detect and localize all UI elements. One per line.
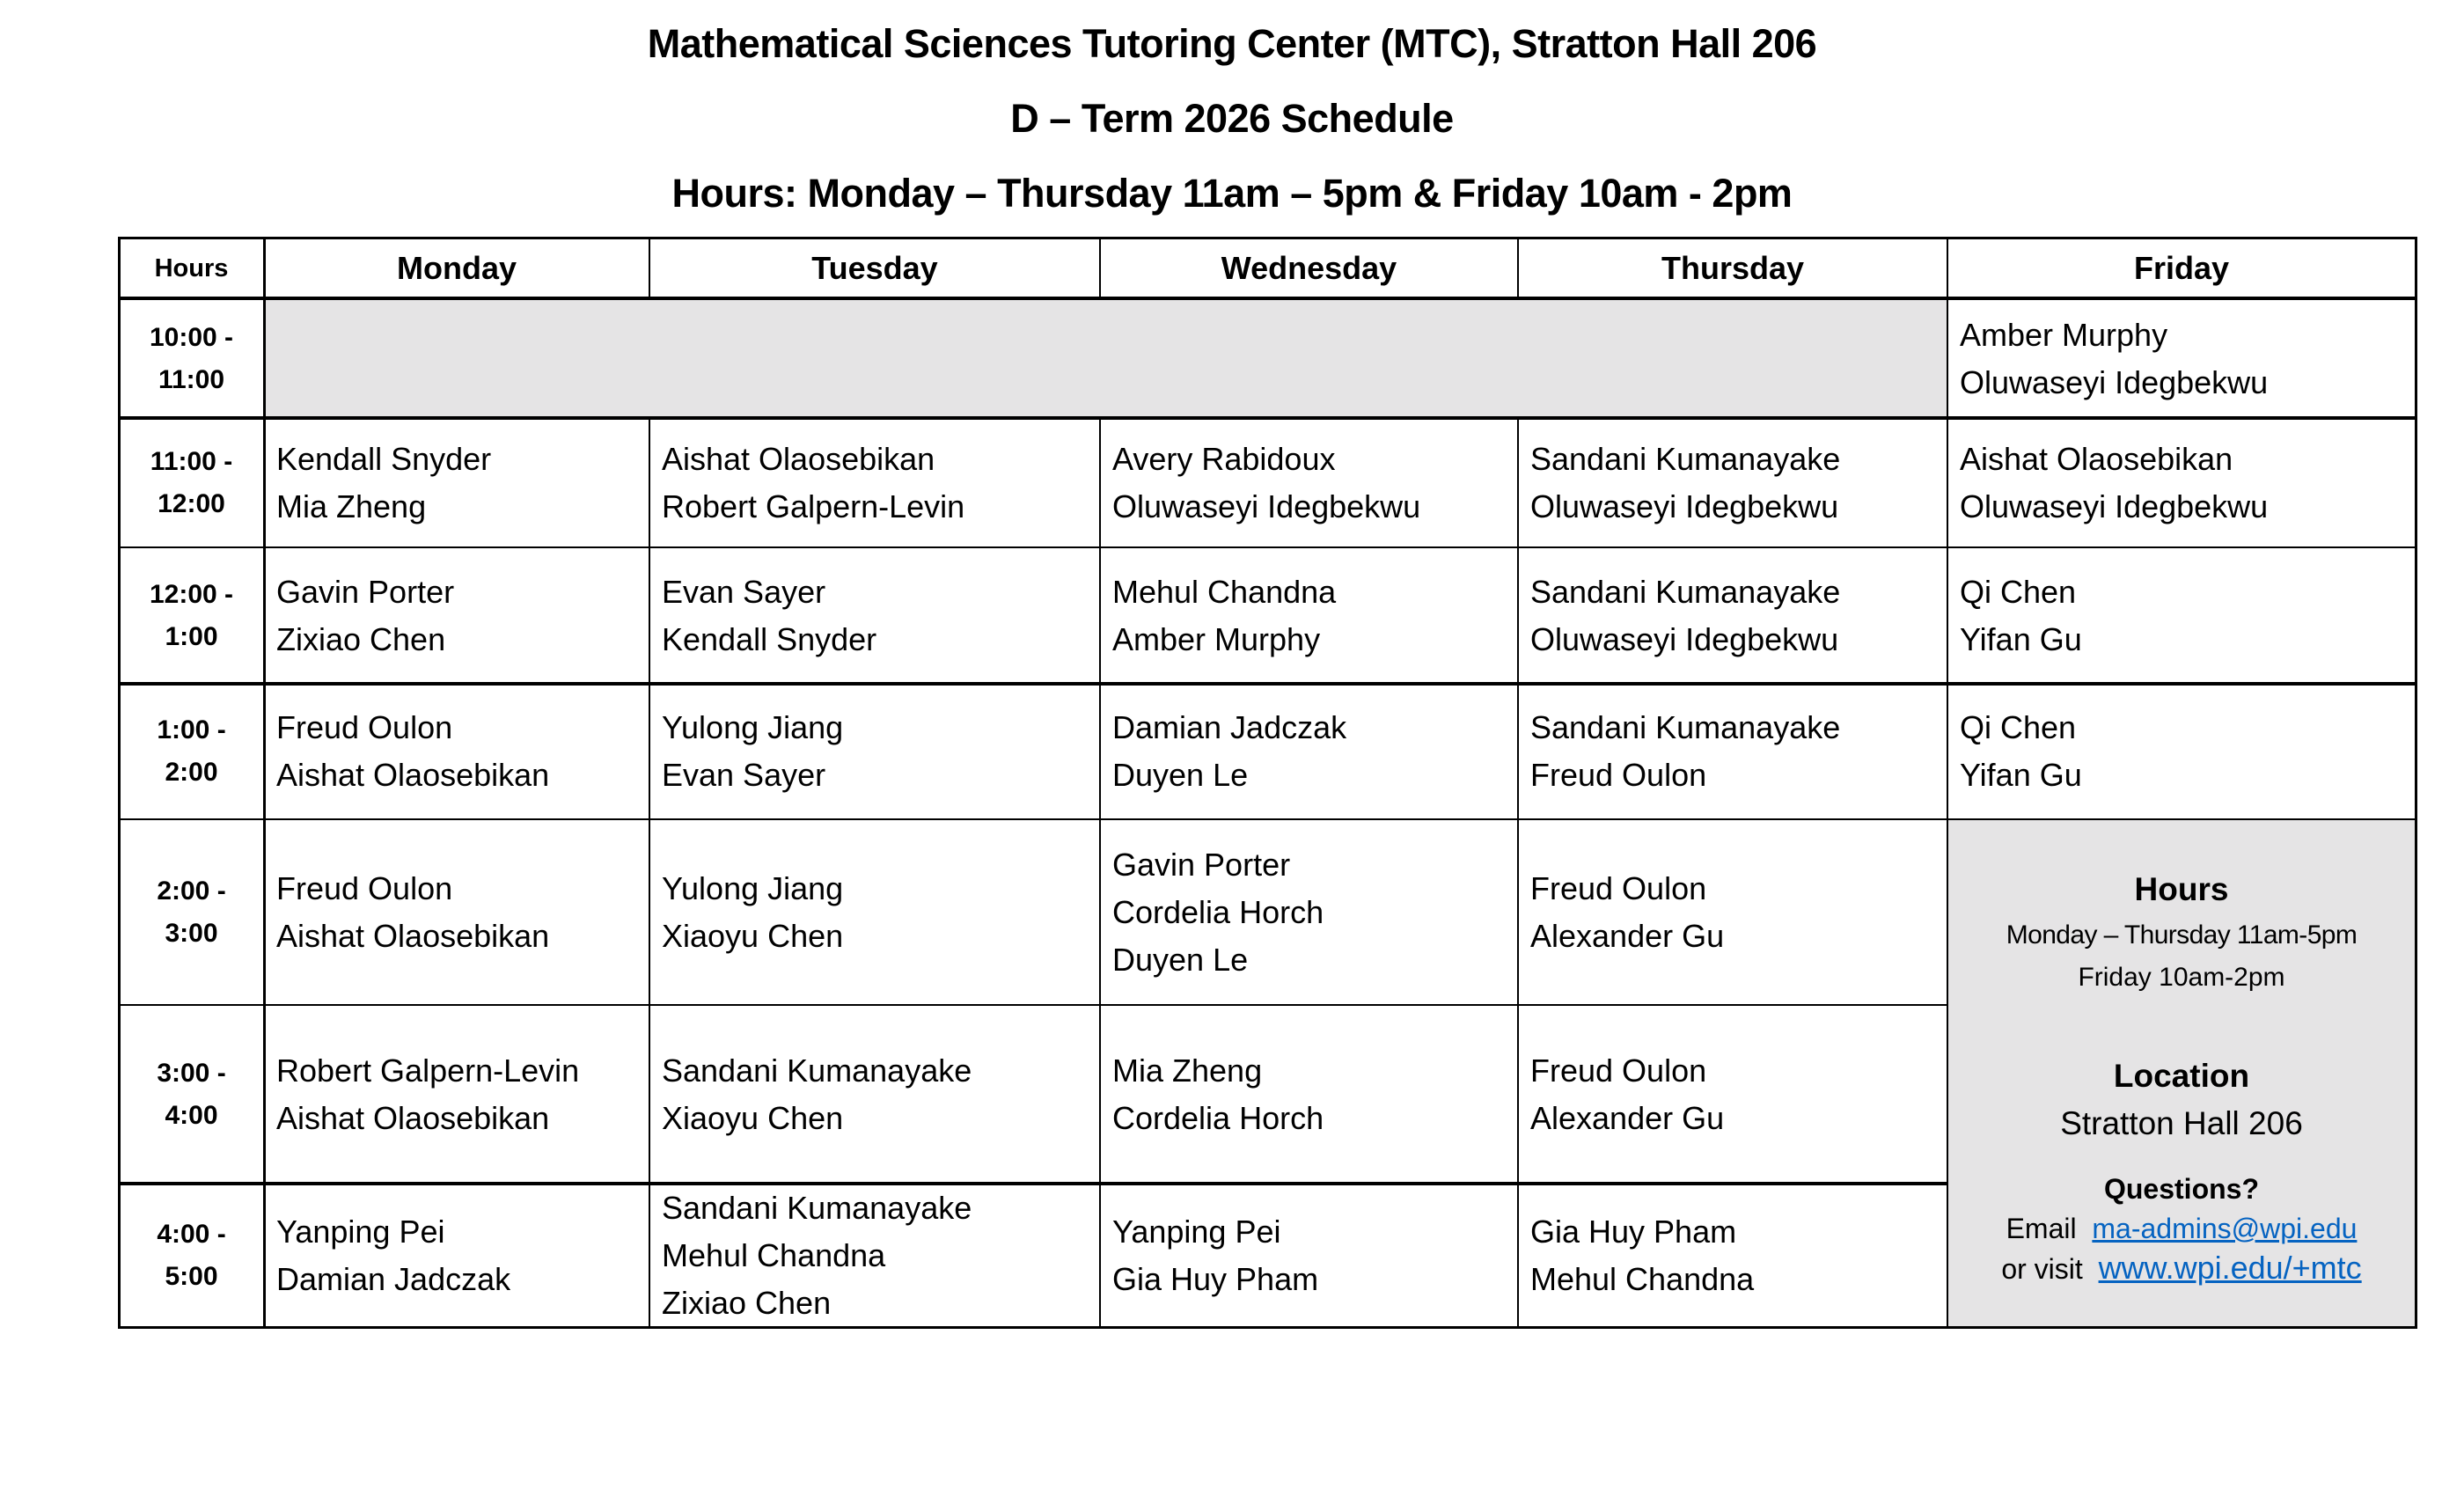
tutor-name: Gavin Porter (276, 573, 455, 610)
tutor-name: Oluwaseyi Idegbekwu (1960, 363, 2269, 400)
tutor-name: Aishat Olaosebikan (1960, 440, 2233, 477)
tutor-name: Yulong Jiang (662, 869, 844, 906)
time-slot-4-5 (119, 1184, 264, 1328)
column-header-tuesday: Tuesday (811, 250, 938, 286)
term-subtitle: D – Term 2026 Schedule (1010, 96, 1454, 141)
border-hours-monday (263, 237, 266, 1329)
border-wednesday-thursday-lower (1517, 418, 1519, 1329)
time-end: 1:00 (165, 621, 218, 651)
cell-monday-12-1 (264, 547, 649, 684)
tutor-name: Aishat Olaosebikan (276, 1099, 550, 1136)
tutor-name: Aishat Olaosebikan (662, 440, 935, 477)
website-link[interactable]: www.wpi.edu/+mtc (2098, 1250, 2362, 1286)
tutor-name: Avery Rabidoux (1112, 440, 1336, 477)
cell-wednesday-1-2 (1100, 684, 1518, 819)
time-slot-2-3 (119, 819, 264, 1005)
tutor-name: Sandani Kumanayake (662, 1190, 972, 1226)
cell-thursday-4-5 (1518, 1184, 1947, 1328)
cell-tuesday-1-2 (649, 684, 1100, 819)
tutor-name: Sandani Kumanayake (1530, 440, 1841, 477)
tutor-name: Mehul Chandna (1112, 573, 1337, 610)
tutor-name: Alexander Gu (1530, 917, 1725, 954)
time-start: 2:00 - (157, 876, 226, 906)
tutor-name: Evan Sayer (662, 757, 826, 793)
tutor-name: Yifan Gu (1960, 620, 2082, 657)
page-title: Mathematical Sciences Tutoring Center (MTC), Stratton Hall 206 (647, 21, 1817, 66)
tutor-name: Qi Chen (1960, 709, 2077, 745)
time-slot-3-4 (119, 1005, 264, 1184)
tutor-name: Sandani Kumanayake (1530, 573, 1841, 610)
border-row-5 (118, 1004, 1947, 1006)
info-email-line (1947, 1211, 2416, 1246)
tutor-name: Gia Huy Pham (1112, 1261, 1319, 1297)
time-end: 4:00 (165, 1100, 218, 1130)
tutor-name: Freud Oulon (1530, 869, 1707, 906)
cell-tuesday-3-4 (649, 1005, 1100, 1184)
tutor-name: Oluwaseyi Idegbekwu (1530, 488, 1839, 524)
tutor-name: Yifan Gu (1960, 757, 2082, 793)
info-panel (1947, 819, 2416, 1328)
border-left (118, 237, 121, 1329)
tutor-name: Robert Galpern-Levin (276, 1052, 580, 1089)
time-slot-10-11 (119, 299, 264, 418)
cell-thursday-2-3 (1518, 819, 1947, 1005)
tutor-name: Duyen Le (1112, 941, 1249, 978)
tutor-name: Freud Oulon (276, 709, 453, 745)
tutor-name: Gavin Porter (1112, 846, 1291, 883)
tutor-name: Kendall Snyder (662, 620, 877, 657)
cell-thursday-11-12 (1518, 418, 1947, 547)
info-questions-heading: Questions? (2103, 1173, 2259, 1205)
cell-thursday-12-1 (1518, 547, 1947, 684)
tutor-name: Cordelia Horch (1112, 1099, 1324, 1136)
email-label: Email (2006, 1213, 2077, 1244)
column-header-monday: Monday (396, 250, 517, 286)
tutor-name: Aishat Olaosebikan (276, 917, 550, 954)
cell-wednesday-2-3 (1100, 819, 1518, 1005)
cell-wednesday-3-4 (1100, 1005, 1518, 1184)
time-end: 5:00 (165, 1262, 218, 1291)
border-header-bottom (118, 297, 2417, 300)
border-right (2415, 237, 2417, 1329)
column-header-friday: Friday (2133, 250, 2230, 286)
tutor-name: Zixiao Chen (662, 1285, 832, 1321)
cell-friday-12-1 (1947, 547, 2416, 684)
cell-friday-1-2 (1947, 684, 2416, 819)
visit-label: or visit (2001, 1253, 2083, 1285)
tutor-name: Evan Sayer (662, 573, 826, 610)
border-monday-tuesday (649, 237, 650, 300)
time-slot-12-1 (119, 547, 264, 684)
tutor-name: Freud Oulon (1530, 757, 1707, 793)
tutor-name: Yulong Jiang (662, 709, 844, 745)
tutor-name: Mia Zheng (1112, 1052, 1263, 1089)
time-start: 10:00 - (149, 322, 234, 352)
email-link[interactable]: ma-admins@wpi.edu (2092, 1213, 2358, 1244)
time-end: 11:00 (158, 364, 225, 394)
cell-tuesday-11-12 (649, 418, 1100, 547)
tutor-name: Sandani Kumanayake (662, 1052, 972, 1089)
cell-monday-11-12 (264, 418, 649, 547)
tutor-name: Freud Oulon (1530, 1052, 1707, 1089)
time-end: 3:00 (165, 918, 218, 948)
border-monday-tuesday-lower (649, 418, 650, 1329)
time-start: 1:00 - (157, 715, 226, 744)
cell-monday-2-3 (264, 819, 649, 1005)
tutor-name: Duyen Le (1112, 757, 1249, 793)
tutor-name: Yanping Pei (276, 1214, 445, 1250)
cell-tuesday-2-3 (649, 819, 1100, 1005)
hours-summary: Hours: Monday – Thursday 11am – 5pm & Friday 10am - 2pm (671, 171, 1793, 216)
cell-monday-4-5 (264, 1184, 649, 1328)
tutor-name: Amber Murphy (1960, 316, 2168, 353)
info-location-value: Stratton Hall 206 (2060, 1105, 2303, 1141)
cell-monday-1-2 (264, 684, 649, 819)
border-tuesday-wednesday-lower (1099, 418, 1101, 1329)
border-row-2 (118, 546, 2417, 548)
border-top (118, 237, 2417, 239)
info-hours-heading: Hours (2134, 871, 2229, 907)
tutor-name: Kendall Snyder (276, 440, 492, 477)
tutor-name: Mehul Chandna (1530, 1261, 1755, 1297)
tutor-name: Damian Jadczak (1112, 709, 1347, 745)
time-start: 3:00 - (157, 1058, 226, 1088)
tutor-name: Amber Murphy (1112, 620, 1321, 657)
tutor-name: Oluwaseyi Idegbekwu (1530, 620, 1839, 657)
cell-friday-11-12 (1947, 418, 2416, 547)
border-wednesday-thursday (1517, 237, 1519, 300)
time-slot-11-12 (119, 418, 264, 547)
tutor-name: Cordelia Horch (1112, 893, 1324, 930)
cell-wednesday-12-1 (1100, 547, 1518, 684)
info-hours-friday: Friday 10am-2pm (2078, 963, 2285, 992)
cell-monday-3-4 (264, 1005, 649, 1184)
time-start: 4:00 - (157, 1220, 226, 1249)
cell-thursday-1-2 (1518, 684, 1947, 819)
cell-tuesday-4-5 (649, 1184, 1100, 1328)
info-location-heading: Location (2113, 1058, 2250, 1094)
cell-wednesday-4-5 (1100, 1184, 1518, 1328)
time-start: 11:00 - (150, 446, 233, 476)
column-header-hours: Hours (154, 253, 229, 282)
tutor-name: Oluwaseyi Idegbekwu (1112, 488, 1421, 524)
time-start: 12:00 - (149, 579, 234, 609)
cell-friday-10-11 (1947, 299, 2416, 418)
tutor-name: Damian Jadczak (276, 1261, 511, 1297)
border-bottom (118, 1326, 2417, 1329)
column-header-thursday: Thursday (1661, 250, 1805, 286)
tutor-name: Mia Zheng (276, 488, 427, 524)
border-row-6 (118, 1182, 1947, 1185)
time-end: 2:00 (165, 758, 218, 787)
cell-thursday-3-4 (1518, 1005, 1947, 1184)
closed-cell-weekdays-10am (264, 299, 1947, 418)
tutor-name: Aishat Olaosebikan (276, 757, 550, 793)
border-row-3 (118, 682, 2417, 686)
column-header-wednesday: Wednesday (1221, 250, 1397, 286)
cell-wednesday-11-12 (1100, 418, 1518, 547)
info-hours-weekdays: Monday – Thursday 11am-5pm (2006, 920, 2358, 950)
tutor-name: Zixiao Chen (276, 620, 446, 657)
border-row-4 (118, 818, 2417, 820)
tutor-name: Freud Oulon (276, 869, 453, 906)
border-thursday-friday (1947, 237, 1948, 1329)
tutor-name: Sandani Kumanayake (1530, 709, 1841, 745)
border-row-1 (118, 416, 2417, 420)
tutor-name: Qi Chen (1960, 573, 2077, 610)
info-visit-line (1947, 1250, 2416, 1287)
tutor-name: Gia Huy Pham (1530, 1214, 1737, 1250)
time-slot-1-2 (119, 684, 264, 819)
time-end: 12:00 (158, 488, 225, 518)
tutor-name: Mehul Chandna (662, 1237, 886, 1273)
tutor-name: Robert Galpern-Levin (662, 488, 965, 524)
tutor-name: Alexander Gu (1530, 1099, 1725, 1136)
border-tuesday-wednesday (1099, 237, 1101, 300)
tutor-name: Yanping Pei (1112, 1214, 1281, 1250)
tutor-name: Oluwaseyi Idegbekwu (1960, 488, 2269, 524)
cell-tuesday-12-1 (649, 547, 1100, 684)
tutor-name: Xiaoyu Chen (662, 1099, 844, 1136)
tutor-name: Xiaoyu Chen (662, 917, 844, 954)
